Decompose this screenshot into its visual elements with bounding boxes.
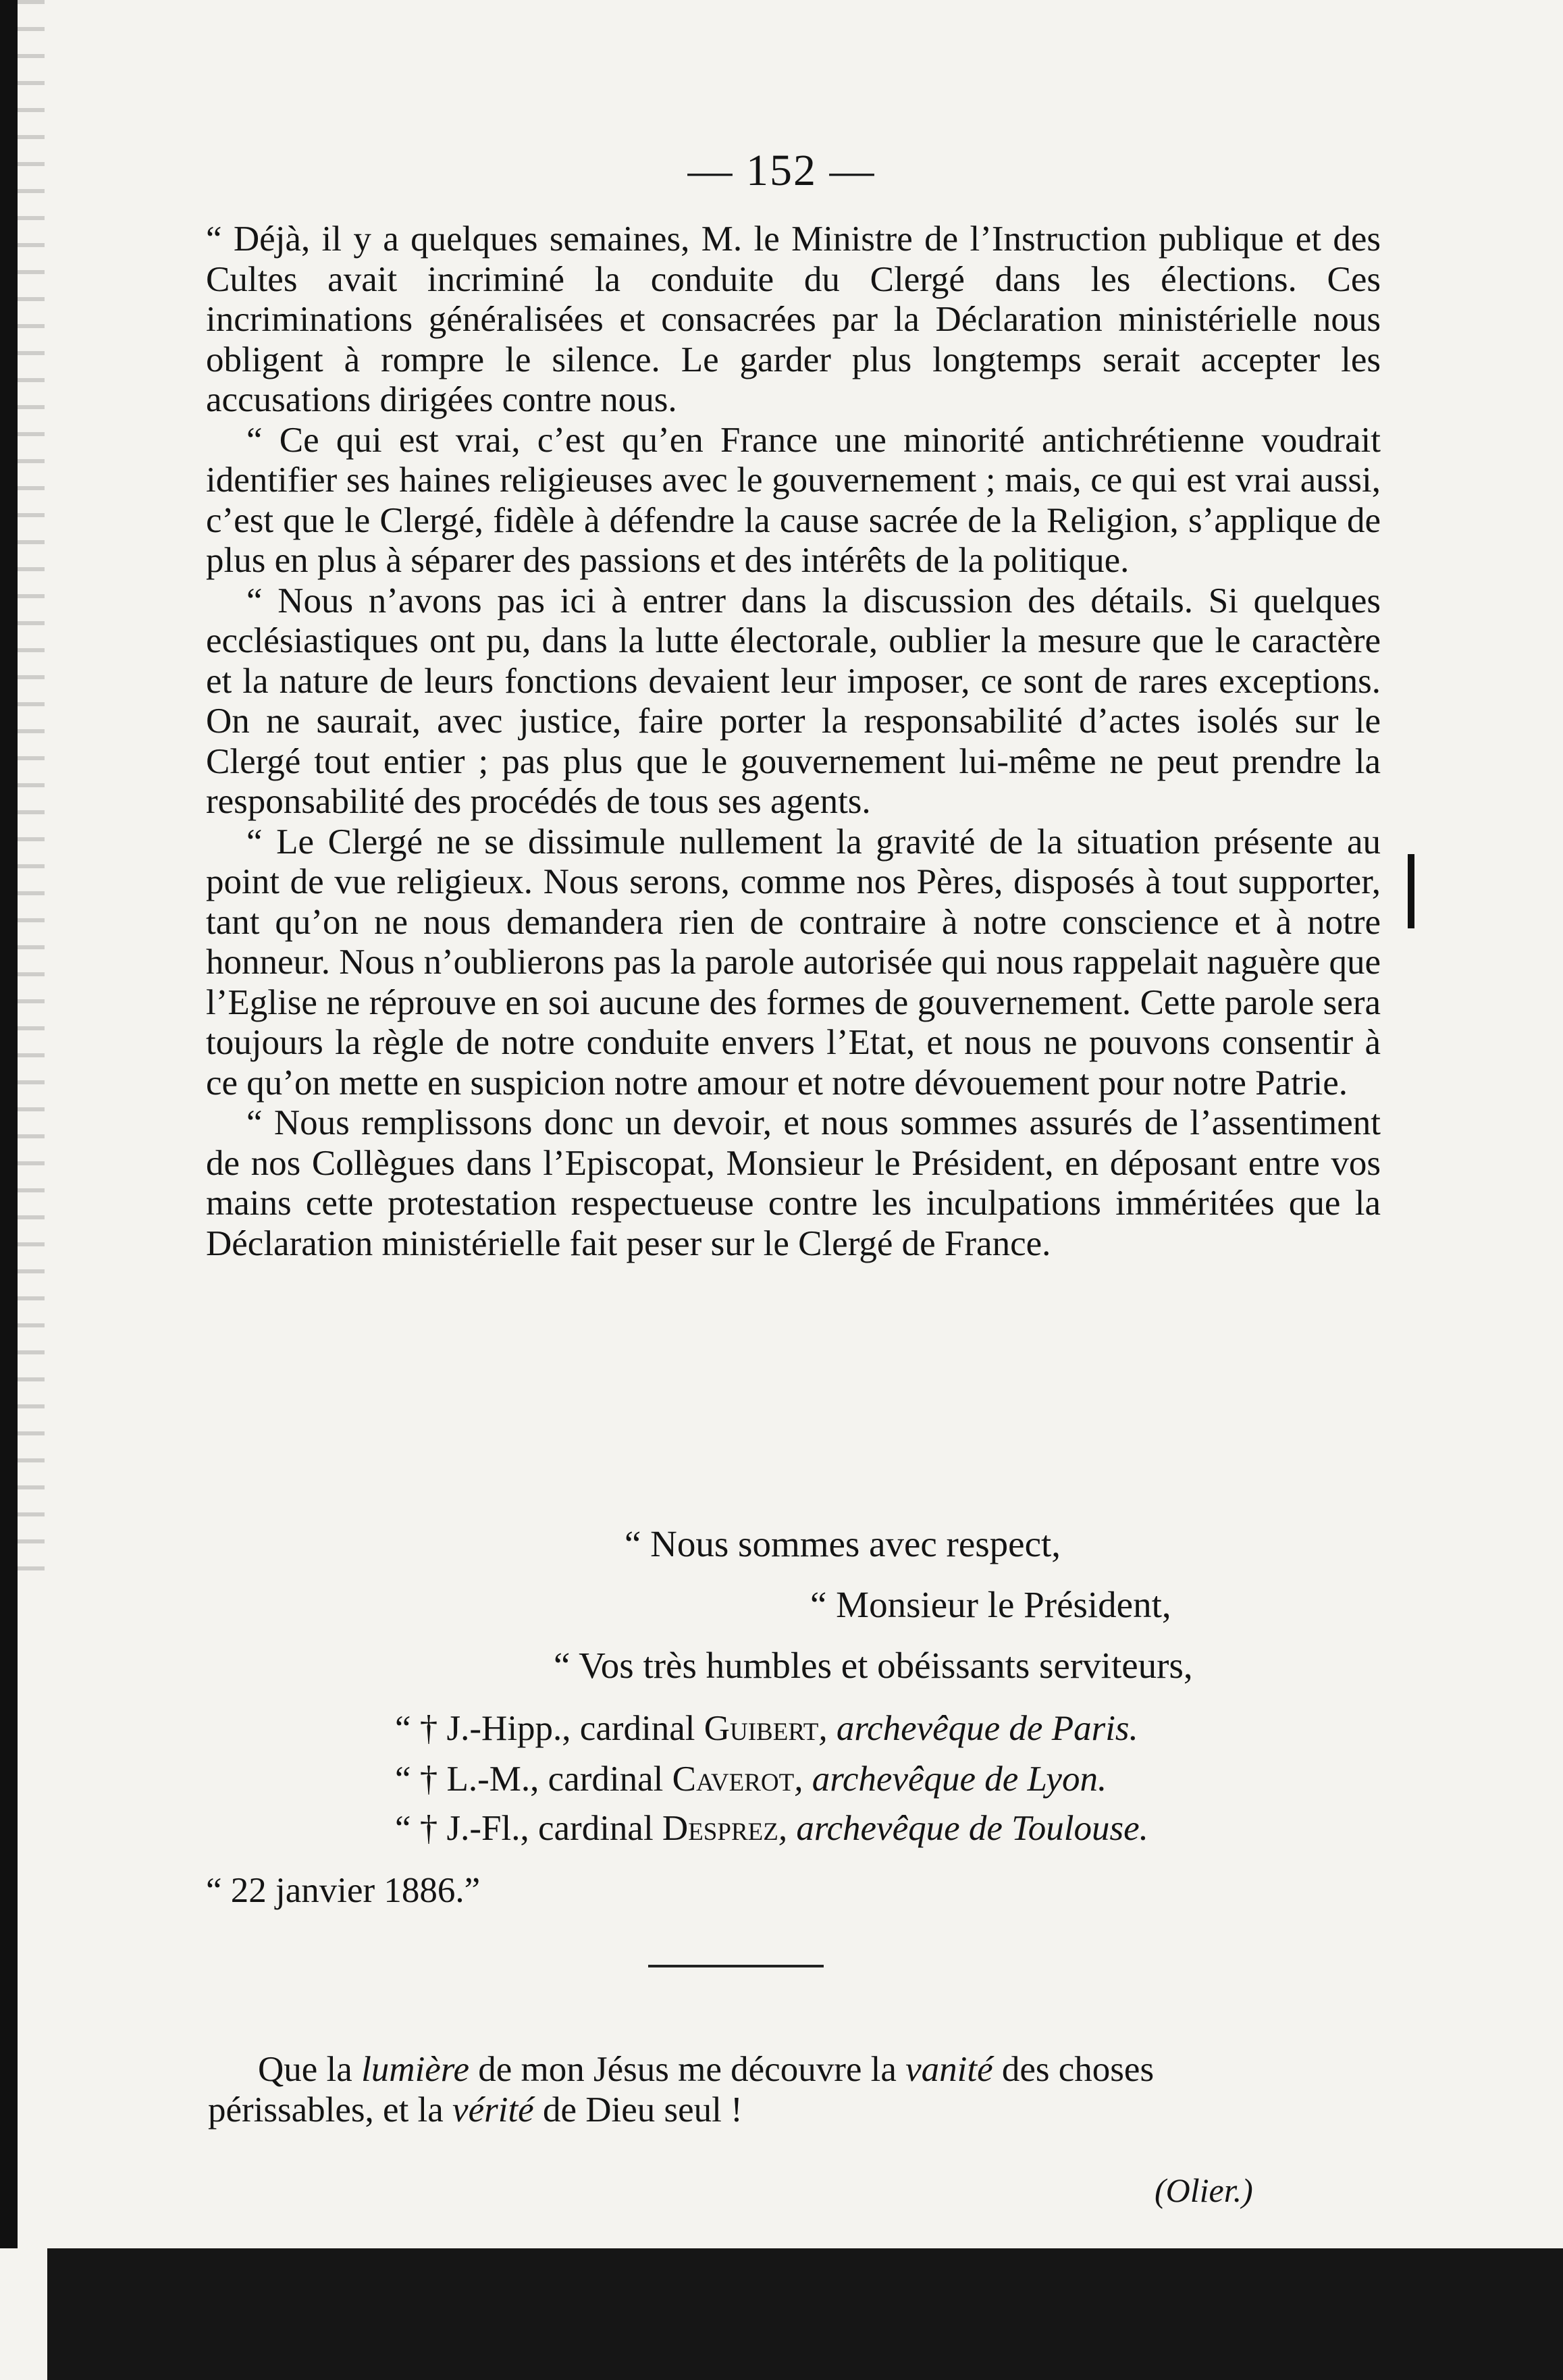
signature-title: , archevêque de Paris. — [818, 1709, 1138, 1748]
section-divider — [648, 1965, 824, 1967]
closing-line-2: “ Monsieur le Président, — [810, 1584, 1171, 1625]
margin-mark — [1408, 854, 1414, 928]
page-number: — 152 — — [687, 146, 876, 195]
paragraph-2: “ Ce qui est vrai, c’est qu’en France une minorité antichrétienne voudrait identifier ses haines religieuses avec le gouvernement ; mais, ce qui est vrai aussi, c’est que le Clergé, fidèle à défendre la cause sacrée de la Religion, s’applique de plus en plus à séparer des passions et des intérêts de la politique. — [206, 420, 1381, 580]
letter-body — [206, 219, 1381, 1264]
signature-guibert — [395, 1708, 1138, 1749]
paragraph-3: “ Nous n’avons pas ici à entrer dans la discussion des détails. Si quelques ecclésiastiques ont pu, dans la lutte électorale, oublier la mesure que le caractère et la nature de leurs fonctions devaient leur imposer, ce sont de rares exceptions. On ne saurait, avec justice, faire porter la responsabilité d’actes isolés sur le Clergé tout entier ; pas plus que le gouvernement lui-même ne peut prendre la responsabilité des procédés de tous ses agents. — [206, 581, 1381, 821]
quote-attribution: (Olier.) — [1155, 2171, 1253, 2209]
letter-date: “ 22 janvier 1886.” — [206, 1871, 481, 1910]
signature-desprez — [395, 1808, 1148, 1849]
quote-line-1: Que la lumière de mon Jésus me découvre la vanité des choses — [258, 2050, 1155, 2089]
scan-bottom-band — [47, 2248, 1563, 2380]
signature-title: , archevêque de Toulouse. — [778, 1809, 1148, 1848]
closing-line-1: “ Nous sommes avec respect, — [625, 1523, 1061, 1564]
paragraph-4: “ Le Clergé ne se dissimule nullement la gravité de la situation présente au point de vue religieux. Nous serons, comme nos Pères, disposés à tout supporter, tant qu’on ne nous demandera rien de contraire à notre conscience et à notre honneur. Nous n’oublierons pas la parole autorisée qui nous rappelait naguère que l’Eglise ne réprouve en soi aucune des formes de gouvernement. Cette parole sera toujours la règle de notre conduite envers l’Etat, et nous ne pouvons consentir à ce qu’on mette en suspicion notre amour et notre dévouement pour notre Patrie. — [206, 822, 1381, 1103]
scan-edge-left — [0, 0, 18, 2248]
signature-prefix: “ † J.-Hipp., cardinal — [395, 1709, 704, 1748]
paragraph-5: “ Nous remplissons donc un devoir, et nous sommes assurés de l’assentiment de nos Collègues dans l’Episcopat, Monsieur le Président, en déposant entre vos mains cette protestation respectueuse contre les inculpations imméritées que la Déclaration ministérielle fait peser sur le Clergé de France. — [206, 1103, 1381, 1263]
signature-name: Desprez — [662, 1809, 778, 1848]
scan-edge-noise — [18, 0, 45, 1587]
signature-prefix: “ † J.-Fl., cardinal — [395, 1809, 662, 1848]
closing-line-3: “ Vos très humbles et obéissants serviteurs, — [554, 1645, 1193, 1686]
signature-name: Guibert — [704, 1709, 819, 1748]
signature-prefix: “ † L.-M., cardinal — [395, 1760, 672, 1799]
signature-name: Caverot — [672, 1760, 795, 1799]
signature-caverot — [395, 1759, 1107, 1799]
quote-line-2: périssables, et la vérité de Dieu seul ! — [208, 2090, 743, 2130]
signature-title: , archevêque de Lyon. — [794, 1760, 1107, 1799]
paragraph-1: “ Déjà, il y a quelques semaines, M. le Ministre de l’Instruction publique et des Cultes avait incriminé la conduite du Clergé dans les élections. Ces incriminations généralisées et consacrées par la Déclaration ministérielle nous obligent à rompre le silence. Le garder plus longtemps serait accepter les accusations dirigées contre nous. — [206, 219, 1381, 419]
